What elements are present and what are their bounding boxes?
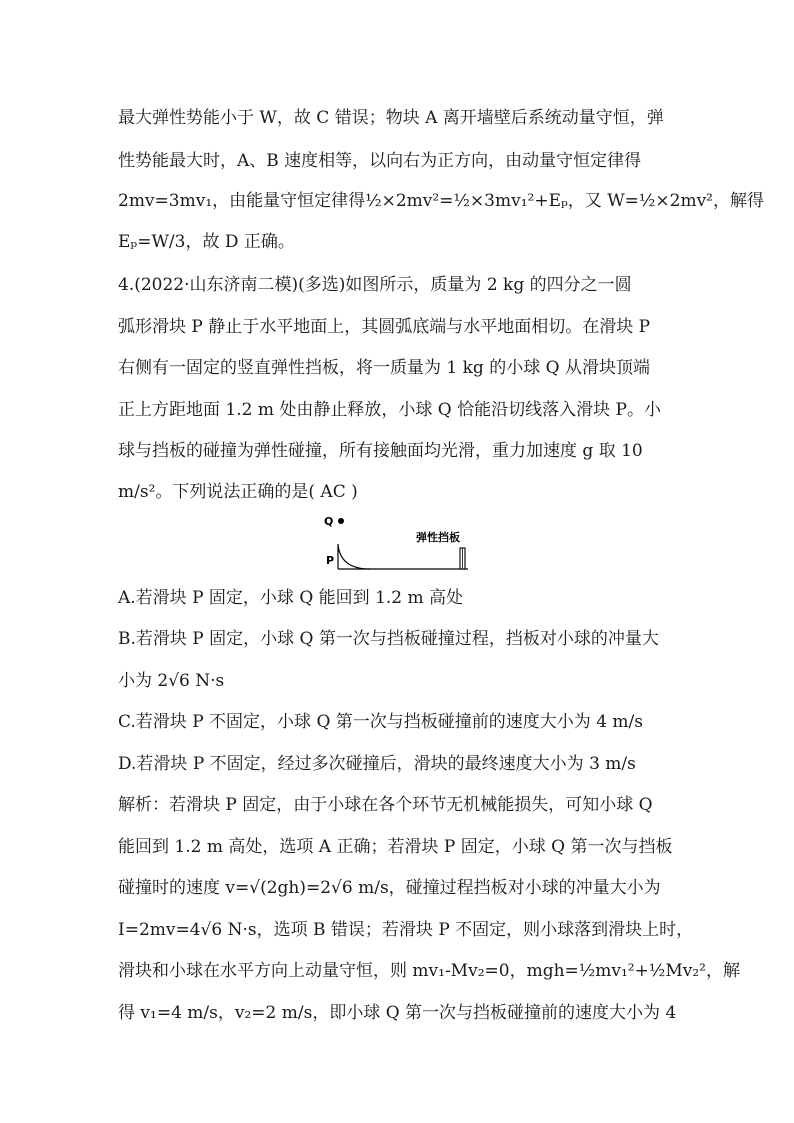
option-b: B.若滑块 P 固定，小球 Q 第一次与挡板碰撞过程，挡板对小球的冲量大 xyxy=(118,629,659,649)
text-line: Eₚ=W/3，故 D 正确。 xyxy=(118,232,295,252)
question-4-stem: 4.(2022·山东济南二模)(多选)如图所示，质量为 2 kg 的四分之一圆 xyxy=(118,275,632,295)
arc-slider-p xyxy=(338,544,370,569)
text-line: 正上方距地面 1.2 m 处由静止释放，小球 Q 恰能沿切线落入滑块 P。小 xyxy=(118,400,661,420)
solution-text: 解析：若滑块 P 固定，由于小球在各个环节无机械能损失，可知小球 Q xyxy=(118,795,653,815)
text-line: 能回到 1.2 m 高处，选项 A 正确；若滑块 P 固定，小球 Q 第一次与挡板 xyxy=(118,837,673,857)
q-label: Q xyxy=(324,515,334,528)
text-line: 小为 2√6 N·s xyxy=(118,671,225,691)
physics-diagram xyxy=(318,508,488,574)
text-line: 最大弹性势能小于 W，故 C 错误；物块 A 离开墙壁后系统动量守恒，弹 xyxy=(118,108,664,128)
p-label: P xyxy=(326,554,335,567)
text-line: 得 v₁=4 m/s，v₂=2 m/s，即小球 Q 第一次与挡板碰撞前的速度大小为 4 xyxy=(118,1003,677,1023)
text-line: 碰撞时的速度 v=√(2gh)=2√6 m/s，碰撞过程挡板对小球的冲量大小为 xyxy=(118,878,661,898)
text-line: 弧形滑块 P 静止于水平地面上，其圆弧底端与水平地面相切。在滑块 P xyxy=(118,317,651,337)
option-c: C.若滑块 P 不固定，小球 Q 第一次与挡板碰撞前的速度大小为 4 m/s xyxy=(118,712,643,732)
text-line: 右侧有一固定的竖直弹性挡板，将一质量为 1 kg 的小球 Q 从滑块顶端 xyxy=(118,358,650,378)
text-line: I=2mv=4√6 N·s，选项 B 错误；若滑块 P 不固定，则小球落到滑块上时， xyxy=(118,920,694,940)
option-d: D.若滑块 P 不固定，经过多次碰撞后，滑块的最终速度大小为 3 m/s xyxy=(118,754,636,774)
ball-q xyxy=(338,518,344,524)
text-line: m/s²。下列说法正确的是( AC ) xyxy=(118,482,358,502)
text-line: 球与挡板的碰撞为弹性碰撞，所有接触面均光滑，重力加速度 g 取 10 xyxy=(118,441,643,461)
option-a: A.若滑块 P 固定，小球 Q 能回到 1.2 m 高处 xyxy=(118,588,464,608)
text-line: 性势能最大时，A、B 速度相等，以向右为正方向，由动量守恒定律得 xyxy=(118,151,642,171)
text-line: 2mv=3mv₁，由能量守恒定律得½×2mv²=½×3mv₁²+Eₚ，又 W=½×2mv²，解得 xyxy=(118,191,764,211)
barrier-label: 弹性挡板 xyxy=(416,531,460,544)
text-line: 滑块和小球在水平方向上动量守恒，则 mv₁-Mv₂=0，mgh=½mv₁²+½Mv₂²，解 xyxy=(118,961,740,981)
